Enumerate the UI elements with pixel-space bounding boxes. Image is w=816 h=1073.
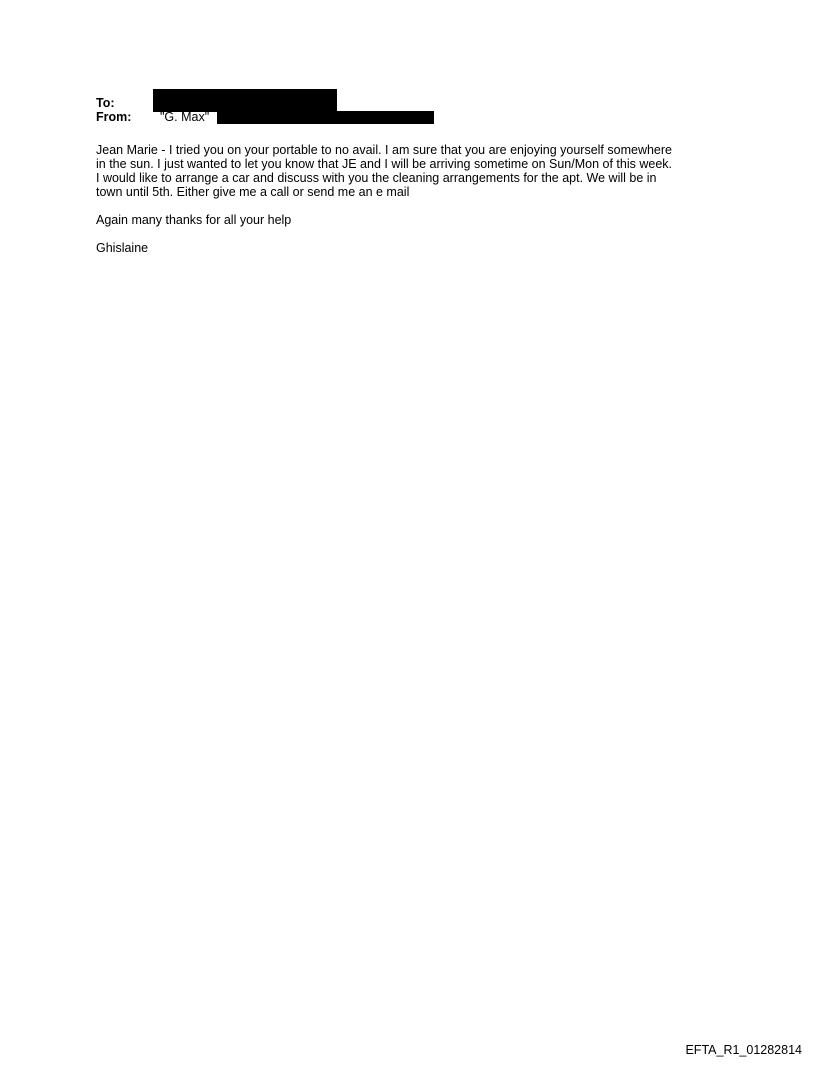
signature-paragraph (96, 241, 726, 255)
from-value: "G. Max" (160, 110, 210, 124)
document-id: EFTA_R1_01282814 (685, 1043, 802, 1057)
email-body (96, 143, 726, 269)
to-label: To: (96, 96, 115, 110)
from-row (96, 110, 736, 124)
redaction-box-from (217, 111, 434, 124)
message-line: town until 5th. Either give me a call or send me an e mail (96, 185, 410, 199)
closing-line: Again many thanks for all your help (96, 213, 292, 227)
signature-line: Ghislaine (96, 241, 149, 255)
message-line: Jean Marie - I tried you on your portable to no avail. I am sure that you are enjoying yourself somewhere (96, 143, 672, 157)
redaction-box-to (153, 89, 337, 112)
message-paragraph (96, 143, 726, 199)
from-label: From: (96, 110, 132, 124)
email-header (96, 96, 736, 124)
closing-paragraph (96, 213, 726, 227)
message-line: I would like to arrange a car and discuss with you the cleaning arrangements for the apt. We will be in (96, 171, 657, 185)
to-row (96, 96, 736, 110)
message-line: in the sun. I just wanted to let you know that JE and I will be arriving sometime on Sun/Mon of this week. (96, 157, 672, 171)
